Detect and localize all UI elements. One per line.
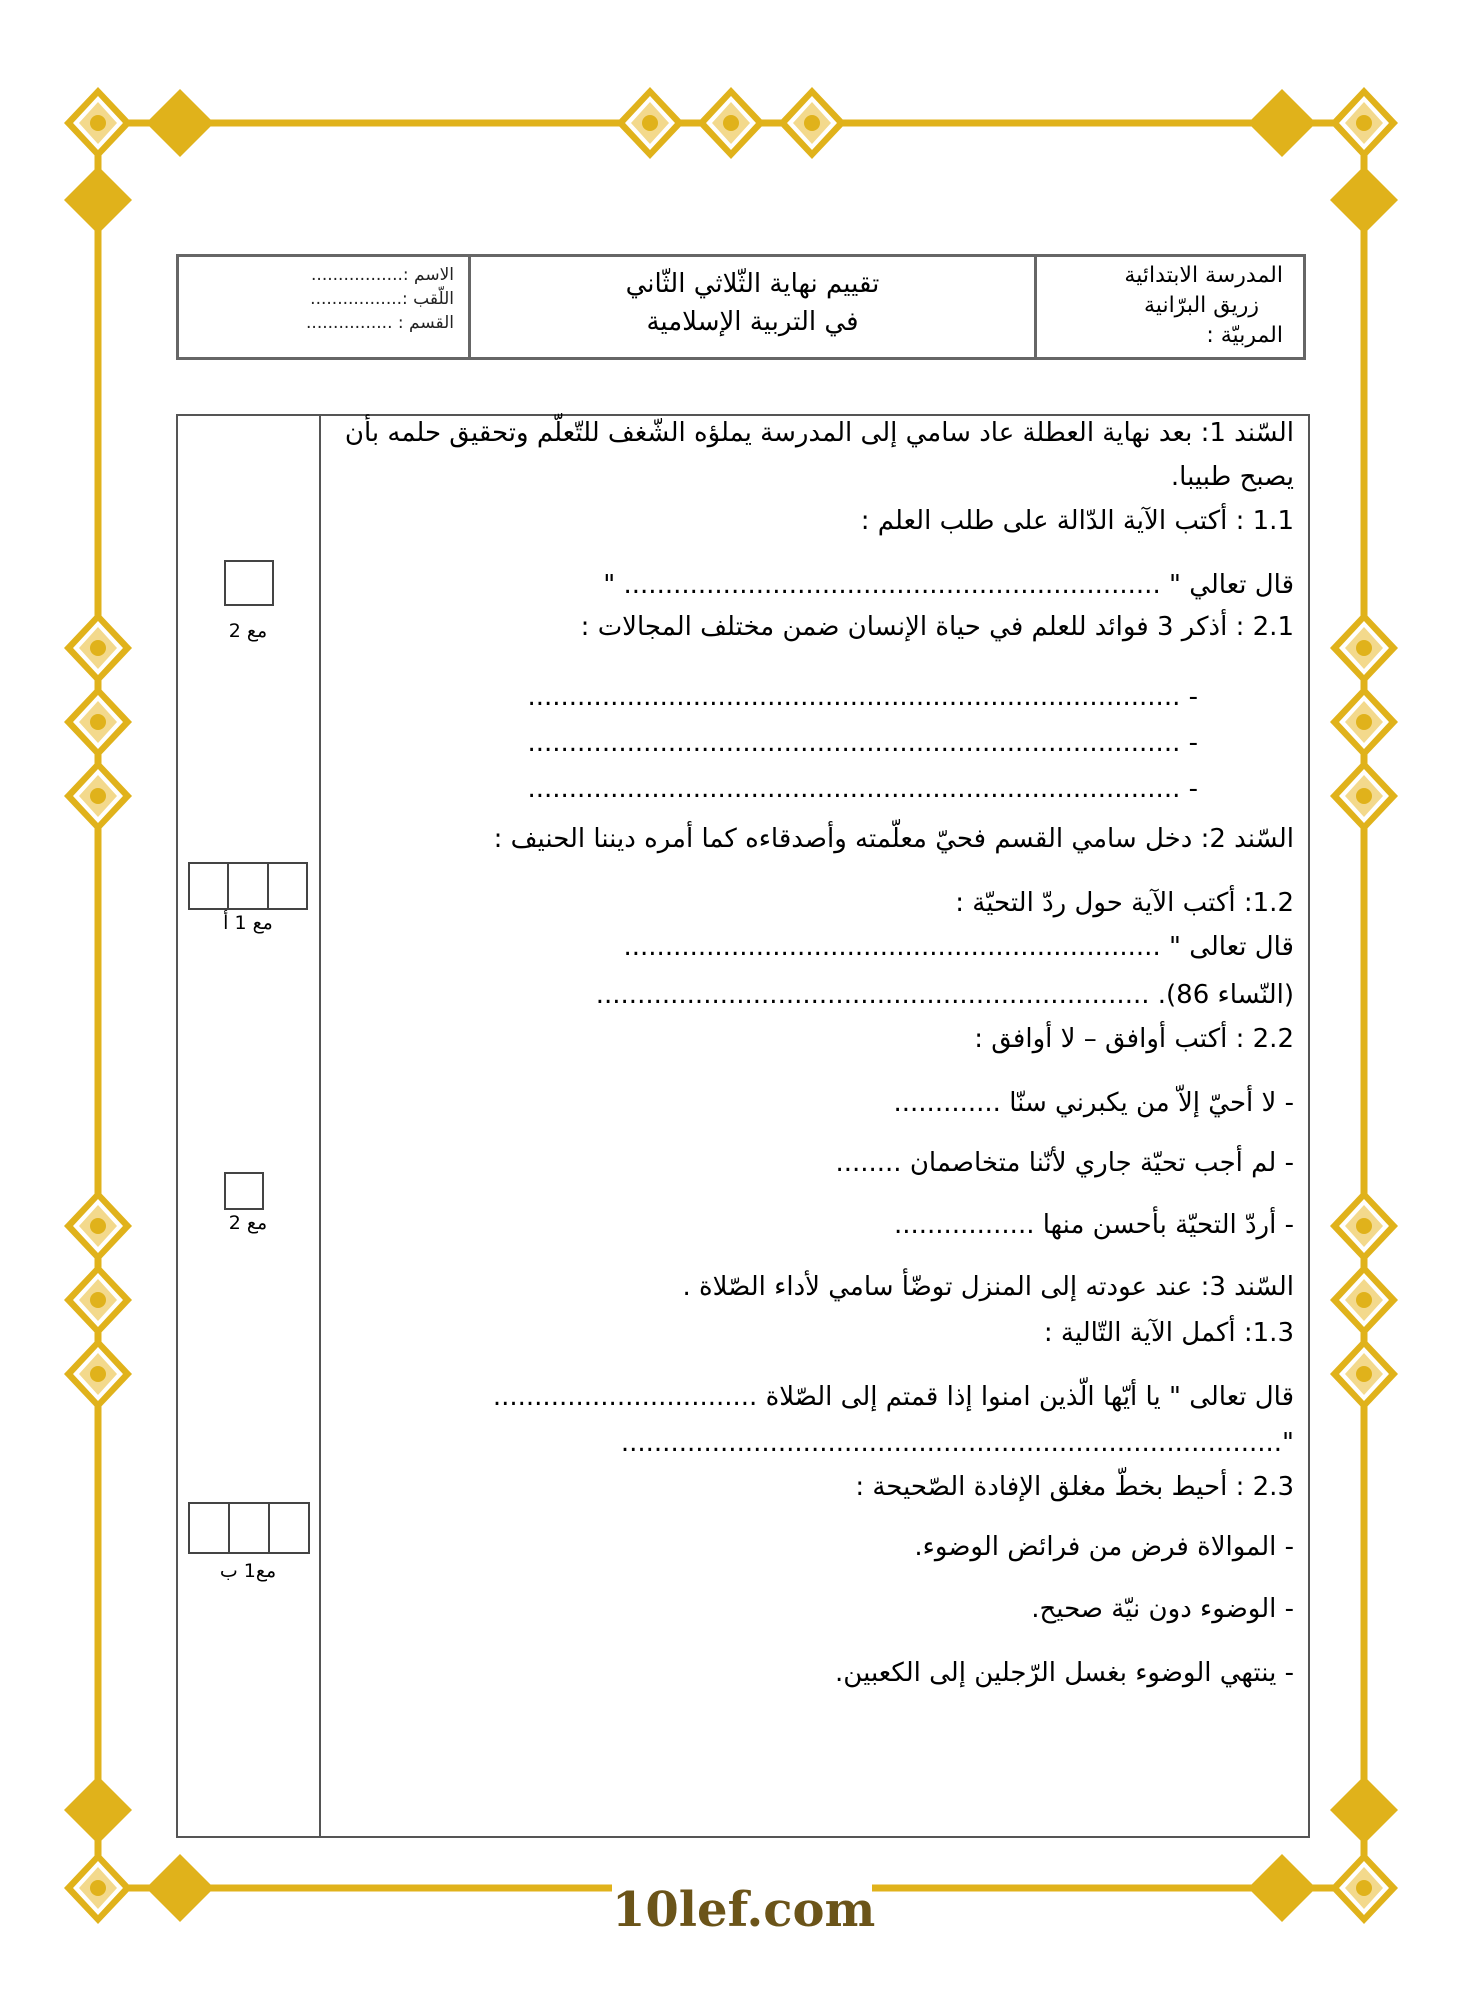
student-info bbox=[179, 257, 471, 357]
school-name: المدرسة الابتدائية bbox=[1124, 263, 1283, 288]
q23: 2.3 : أحيط بخطّ مغلق الإفادة الصّحيحة : bbox=[855, 1472, 1294, 1502]
exam-body bbox=[176, 414, 1310, 1838]
surname-field: اللّقب :................. bbox=[310, 289, 454, 309]
q13: 1.3: أكمل الآية التّالية : bbox=[1043, 1318, 1294, 1348]
school-place: زريق البرّانية bbox=[1144, 293, 1259, 318]
s2-intro: السّند 2: دخل سامي القسم فحيّ معلّمته وأصدقاءه كما أمره ديننا الحنيف : bbox=[493, 824, 1294, 854]
grade-label-3: مع 2 bbox=[228, 1212, 268, 1234]
grade-box-1[interactable] bbox=[224, 560, 274, 606]
q22-item-3: - أردّ التحيّة بأحسن منها ................. bbox=[893, 1210, 1294, 1240]
grade-box-4[interactable] bbox=[188, 1502, 310, 1554]
s3-intro: السّند 3: عند عودته إلى المنزل توضّأ سامي لأداء الصّلاة . bbox=[682, 1272, 1294, 1302]
q12: 1.2: أكتب الآية حول ردّ التحيّة : bbox=[955, 888, 1294, 918]
q21-line-1: - ............................................................................... bbox=[527, 682, 1198, 712]
q23-item-1: - الموالاة فرض من فرائض الوضوء. bbox=[914, 1532, 1294, 1562]
q21-line-3: - ............................................................................... bbox=[527, 774, 1198, 804]
name-field: الاسم :................. bbox=[311, 265, 454, 285]
q12-answer-2: (النّساء 86). ................................................................... bbox=[595, 980, 1294, 1010]
teacher-label: المربيّة : bbox=[1206, 323, 1283, 348]
q21-line-2: - ............................................................................... bbox=[527, 728, 1198, 758]
s1-intro-1: السّند 1: بعد نهاية العطلة عاد سامي إلى المدرسة يملؤه الشّغف للتّعلّم وتحقيق حلمه بأن bbox=[344, 418, 1294, 448]
q21: 2.1 : أذكر 3 فوائد للعلم في حياة الإنسان ضمن مختلف المجالات : bbox=[580, 612, 1294, 642]
q22-item-1: - لا أحيّ إلاّ من يكبرني سنّا ............. bbox=[893, 1088, 1294, 1118]
q23-item-3: - ينتهي الوضوء بغسل الرّجلين إلى الكعبين. bbox=[835, 1658, 1294, 1688]
title: تقييم نهاية الثّلاثي الثّاني bbox=[625, 269, 880, 299]
grade-column-divider bbox=[319, 416, 321, 1836]
grade-label-4: مع1 ب bbox=[219, 1560, 277, 1582]
q11-answer: قال تعالي " ................................................................. " bbox=[603, 570, 1294, 600]
q12-answer-1: قال تعالى " ................................................................. bbox=[623, 932, 1294, 962]
header-table bbox=[176, 254, 1306, 360]
s1-intro-2: يصبح طبيبا. bbox=[1170, 462, 1294, 492]
grade-label-1: مع 2 bbox=[228, 620, 268, 642]
school-info bbox=[1037, 257, 1303, 357]
q11: 1.1 : أكتب الآية الدّالة على طلب العلم : bbox=[860, 506, 1294, 536]
q22-item-2: - لم أجب تحيّة جاري لأنّنا متخاصمان ........ bbox=[835, 1148, 1294, 1178]
site-watermark: 10lef.com bbox=[612, 1882, 876, 1938]
subject: في التربية الإسلامية bbox=[646, 307, 859, 337]
q13-answer-2: "................................................................................ bbox=[620, 1428, 1294, 1458]
grade-label-2: مع 1 أ bbox=[223, 912, 273, 934]
q13-answer-1: قال تعالى " يا أيّها الّذين امنوا إذا قمتم إلى الصّلاة ................................ bbox=[492, 1382, 1294, 1412]
q23-item-2: - الوضوء دون نيّة صحيح. bbox=[1031, 1594, 1294, 1624]
class-field: القسم : ................ bbox=[306, 313, 454, 333]
grade-box-3[interactable] bbox=[224, 1172, 264, 1210]
q22: 2.2 : أكتب أوافق – لا أوافق : bbox=[974, 1024, 1294, 1054]
exam-title bbox=[471, 257, 1037, 357]
grade-box-2[interactable] bbox=[188, 862, 308, 910]
